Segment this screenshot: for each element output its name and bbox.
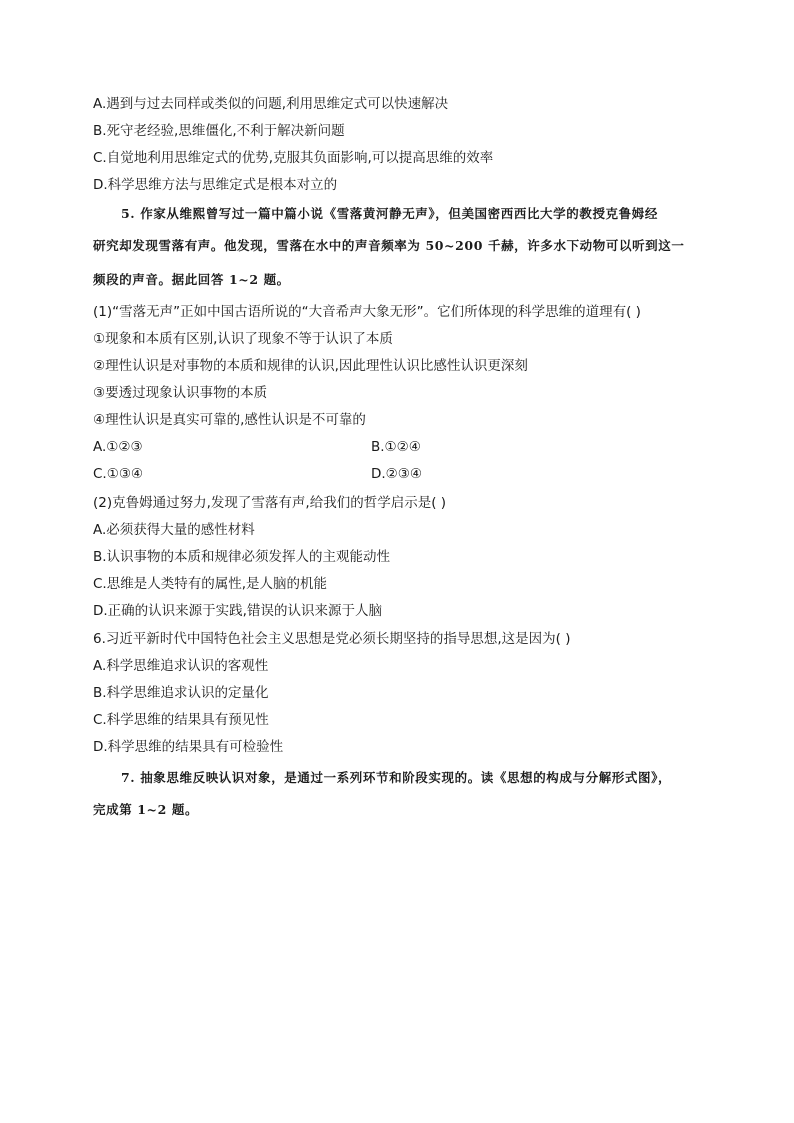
q5-sub1-option-b: B.①②④ xyxy=(371,439,421,455)
q6-option-d: D.科学思维的结果具有可检验性 xyxy=(93,739,284,755)
q5-sub1-option-c: C.①③④ xyxy=(93,466,144,482)
q5-sub1-statement-1: ①现象和本质有区别,认识了现象不等于认识了本质 xyxy=(93,331,393,347)
q5-sub1-statement-2: ②理性认识是对事物的本质和规律的认识,因此理性认识比感性认识更深刻 xyxy=(93,358,528,374)
q6-option-b: B.科学思维追求认识的定量化 xyxy=(93,685,269,701)
q4-option-c: C.自觉地利用思维定式的优势,克服其负面影响,可以提高思维的效率 xyxy=(93,150,494,166)
q7-stem-line-1: 7. 抽象思维反映认识对象，是通过一系列环节和阶段实现的。读《思想的构成与分解形式图》， xyxy=(121,770,672,785)
q5-sub2-question: (2)克鲁姆通过努力,发现了雪落有声,给我们的哲学启示是( ) xyxy=(93,495,447,511)
q4-option-b: B.死守老经验,思维僵化,不利于解决新问题 xyxy=(93,123,345,139)
q5-stem-line-3: 频段的声音。据此回答 1~2 题。 xyxy=(93,272,290,287)
q5-sub1-question: (1)“雪落无声”正如中国古语所说的“大音希声大象无形”。它们所体现的科学思维的道理有( ) xyxy=(93,304,641,320)
q5-sub1-statement-4: ④理性认识是真实可靠的,感性认识是不可靠的 xyxy=(93,412,366,428)
q6-question: 6.习近平新时代中国特色社会主义思想是党必须长期坚持的指导思想,这是因为( ) xyxy=(93,631,571,647)
q5-stem-line-1: 5. 作家从维熙曾写过一篇中篇小说《雪落黄河静无声》，但美国密西西比大学的教授克鲁姆经 xyxy=(121,206,658,221)
q5-sub1-statement-3: ③要透过现象认识事物的本质 xyxy=(93,385,268,401)
q4-option-d: D.科学思维方法与思维定式是根本对立的 xyxy=(93,177,338,193)
q5-sub1-option-d: D.②③④ xyxy=(371,466,422,482)
q5-stem-line-2: 研究却发现雪落有声。他发现，雪落在水中的声音频率为 50~200 千赫，许多水下动物可以听到这一 xyxy=(93,238,685,253)
q6-option-a: A.科学思维追求认识的客观性 xyxy=(93,658,269,674)
q4-option-a: A.遇到与过去同样或类似的问题,利用思维定式可以快速解决 xyxy=(93,96,449,112)
q6-option-c: C.科学思维的结果具有预见性 xyxy=(93,712,269,728)
q5-sub2-option-c: C.思维是人类特有的属性,是人脑的机能 xyxy=(93,576,328,592)
q5-sub2-option-a: A.必须获得大量的感性材料 xyxy=(93,522,255,538)
q5-sub2-option-d: D.正确的认识来源于实践,错误的认识来源于人脑 xyxy=(93,603,382,619)
q5-sub1-option-a: A.①②③ xyxy=(93,439,143,455)
q7-stem-line-2: 完成第 1~2 题。 xyxy=(93,802,199,817)
q5-sub2-option-b: B.认识事物的本质和规律必须发挥人的主观能动性 xyxy=(93,549,391,565)
